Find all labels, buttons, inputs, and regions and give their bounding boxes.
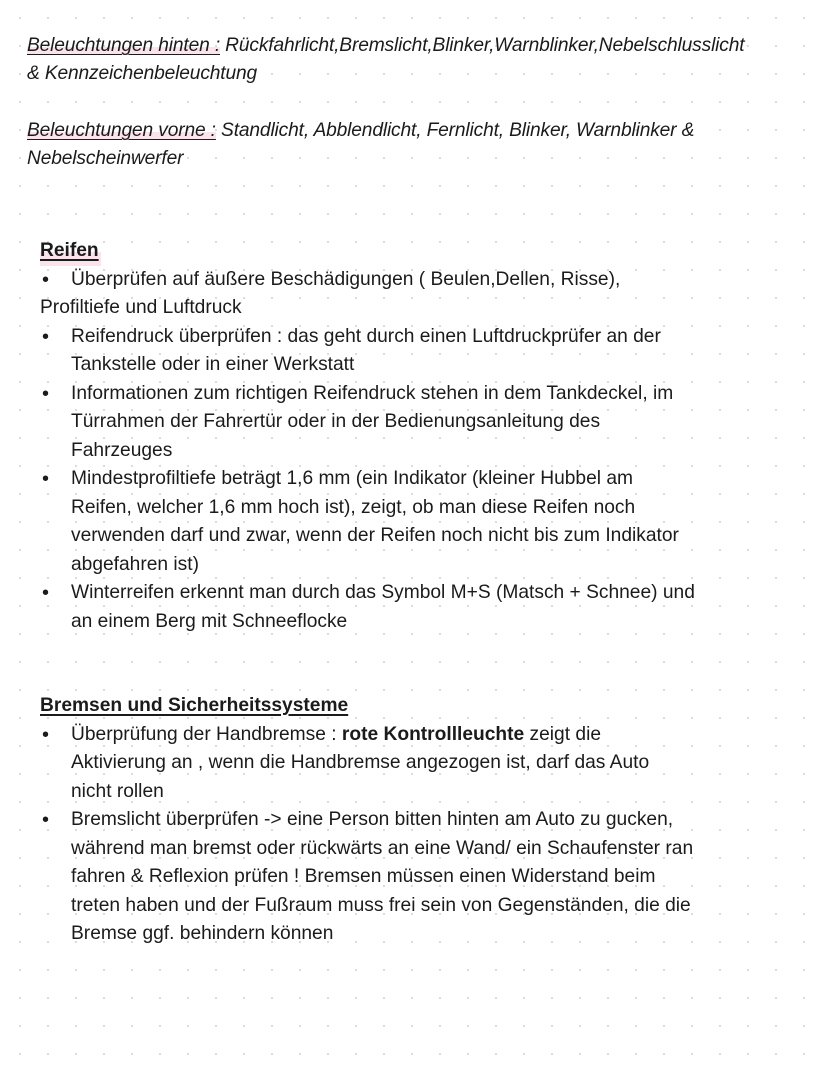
reifen-bullet-2-line1: • Reifendruck überprüfen : das geht durch einen Luftdruckprüfer an der — [71, 325, 661, 347]
beleuchtung-vorne-line2: Nebelscheinwerfer — [27, 148, 184, 169]
beleuchtung-hinten-block — [27, 32, 744, 88]
bremsen-bullet-1-post: zeigt die — [524, 723, 601, 745]
beleuchtung-vorne-block — [27, 117, 694, 173]
reifen-bullet-3 — [40, 380, 800, 466]
bremsen-bullet-2-line5: Bremse ggf. behindern können — [71, 923, 334, 944]
reifen-bullet-1-text: • Überprüfen auf äußere Beschädigungen ( Beulen,Dellen, Risse), — [71, 268, 621, 290]
reifen-bullet-1-continuation: Profiltiefe und Luftdruck — [40, 297, 242, 318]
beleuchtung-vorne-text: Standlicht, Abblendlicht, Fernlicht, Blinker, Warnblinker & — [215, 120, 695, 141]
reifen-bullet-5 — [40, 579, 800, 636]
reifen-heading: Reifen — [40, 237, 101, 266]
bremsen-bullet-1-line2: Aktivierung an , wenn die Handbremse angezogen ist, darf das Auto — [71, 752, 650, 773]
beleuchtung-hinten-line2: & Kennzeichenbeleuchtung — [27, 63, 258, 84]
reifen-bullet-1 — [40, 266, 800, 295]
bremsen-heading: Bremsen und Sicherheitssysteme — [40, 695, 349, 716]
reifen-bullet-4-line4: abgefahren ist) — [71, 553, 199, 575]
reifen-bullet-5-line1: • Winterreifen erkennt man durch das Symbol M+S (Matsch + Schnee) und — [71, 582, 695, 603]
bremsen-bullet-2-line4: treten haben und der Fußraum muss frei sein von Gegenständen, die die — [71, 894, 691, 916]
beleuchtung-vorne-line1 — [27, 117, 694, 145]
beleuchtung-vorne-label: Beleuchtungen vorne : — [27, 120, 216, 141]
bremsen-bullet-2-line3: fahren & Reflexion prüfen ! Bremsen müssen einen Widerstand beim — [71, 866, 656, 887]
bremsen-bullet-2 — [40, 806, 800, 949]
reifen-bullet-2-line2: Tankstelle oder in einer Werkstatt — [71, 354, 355, 375]
reifen-bullet-2 — [40, 323, 800, 380]
bremsen-bullet-1-pre: Überprüfung der Handbremse : — [71, 723, 342, 745]
reifen-section — [40, 237, 800, 636]
reifen-bullet-4-line1: • Mindestprofiltiefe beträgt 1,6 mm (ein Indikator (kleiner Hubbel am — [71, 468, 634, 489]
bremsen-bullet-2-line1: • Bremslicht überprüfen -> eine Person bitten hinten am Auto zu gucken, — [71, 809, 674, 830]
reifen-bullet-3-line2: Türrahmen der Fahrertür oder in der Bedienungsanleitung des — [71, 411, 601, 432]
beleuchtung-hinten-text: Rückfahrlicht,Bremslicht,Blinker,Warnblinker,Nebelschlusslicht — [220, 35, 745, 56]
reifen-bullet-4-line2: Reifen, welcher 1,6 mm hoch ist), zeigt, ob man diese Reifen noch — [71, 496, 636, 518]
reifen-bullet-4 — [40, 465, 800, 579]
bremsen-bullet-1-keyword: rote Kontrollleuchte — [341, 723, 525, 745]
beleuchtung-hinten-line1 — [27, 32, 744, 60]
bremsen-bullet-1 — [40, 721, 800, 807]
reifen-bullet-3-line3: Fahrzeuges — [71, 439, 173, 461]
bremsen-section — [40, 692, 800, 949]
bremsen-bullet-2-line2: während man bremst oder rückwärts an eine Wand/ ein Schaufenster ran — [71, 837, 694, 859]
reifen-bullet-5-line2: an einem Berg mit Schneeflocke — [71, 610, 348, 632]
reifen-bullet-4-line3: verwenden darf und zwar, wenn der Reifen noch nicht bis zum Indikator — [71, 525, 679, 546]
bremsen-bullet-1-line1 — [71, 721, 800, 750]
beleuchtung-hinten-label: Beleuchtungen hinten : — [27, 35, 220, 56]
bremsen-bullet-1-line3: nicht rollen — [71, 780, 164, 802]
reifen-bullet-3-line1: • Informationen zum richtigen Reifendruck stehen in dem Tankdeckel, im — [71, 382, 674, 404]
